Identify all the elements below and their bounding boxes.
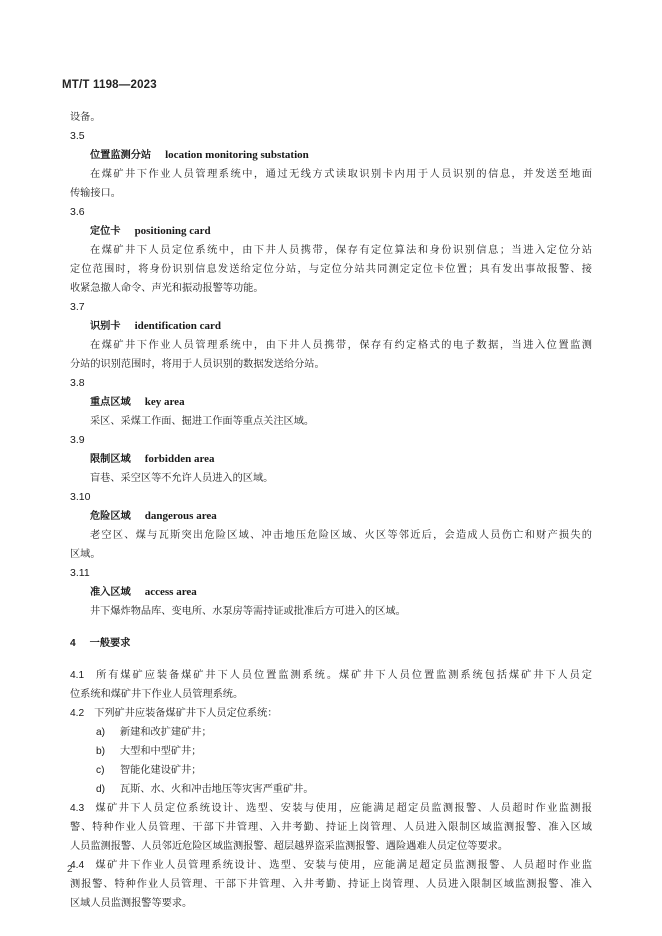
clause-line: 区域人员监测报警等要求。 [70, 898, 193, 909]
term-heading [70, 222, 592, 241]
term-definition-line: 在煤矿井下作业人员管理系统中，通过无线方式读取识别卡内用于人员识别的信息，并发送至地面 [90, 169, 592, 180]
term-english: dangerous area [144, 510, 217, 522]
term-chinese: 重点区域 [90, 397, 131, 408]
term-chinese: 位置监测分站 [90, 150, 152, 161]
clause-4-4 [70, 856, 592, 913]
term-definition-line: 老空区、煤与瓦斯突出危险区域、冲击地压危险区域、火区等邻近后，会造成人员伤亡和财产损失的 [90, 530, 592, 541]
term-number: 3.10 [70, 491, 91, 503]
term-definition-line: 在煤矿井下人员定位系统中，由下井人员携带，保存有定位算法和身份识别信息；当进入定位分站 [90, 245, 592, 256]
term-heading [70, 393, 592, 412]
clause-4-2 [70, 704, 592, 799]
clause-line: 测报警、特种作业人员管理、干部下井管理、入井考勤、持证上岗管理、人员进入限制区域监测报警、准入 [70, 879, 592, 890]
term-chinese: 危险区域 [90, 511, 131, 522]
term-definition-line: 采区、采煤工作面、掘进工作面等重点关注区域。 [90, 416, 315, 427]
clause-line: 4.4 煤矿井下作业人员管理系统设计、选型、安装与使用，应能满足超定员监测报警、人员超时作业监 [70, 860, 592, 871]
term-number: 3.7 [70, 301, 85, 313]
term-number: 3.8 [70, 377, 85, 389]
clause-line: 位系统和煤矿井下作业人员管理系统。 [70, 689, 244, 700]
term-heading [70, 146, 592, 165]
term-definition-line: 传输接口。 [70, 188, 121, 199]
term-number: 3.6 [70, 206, 85, 218]
terms-list [70, 127, 592, 621]
term-definition-line: 分站的识别范围时，将用于人员识别的数据发送给分站。 [70, 359, 325, 370]
section-title: 一般要求 [89, 638, 131, 649]
term-english: location monitoring substation [165, 149, 309, 161]
clause-line: 4.1 所有煤矿应装备煤矿井下人员位置监测系统。煤矿井下人员位置监测系统包括煤矿井下人员定 [70, 670, 592, 681]
term-english: access area [144, 586, 197, 598]
clause-4-1 [70, 666, 592, 704]
term-chinese: 限制区域 [90, 454, 131, 465]
list-item: b) 大型和中型矿井； [96, 746, 202, 757]
term-definition-line: 在煤矿井下作业人员管理系统中，由下井人员携带，保存有约定格式的电子数据，当进入位置监测 [90, 340, 592, 351]
term-english: identification card [134, 320, 222, 332]
term-number: 3.11 [70, 567, 90, 579]
term-english: positioning card [134, 225, 211, 237]
term-number: 3.5 [70, 130, 85, 142]
term-definition-line: 井下爆炸物品库、变电所、水泵房等需持证或批准后方可进入的区域。 [90, 606, 406, 617]
term-heading [70, 450, 592, 469]
term-heading [70, 317, 592, 336]
clause-line: 4.3 煤矿井下人员定位系统设计、选型、安装与使用，应能满足超定员监测报警、人员超时作业监测报 [70, 803, 592, 814]
term-chinese: 准入区域 [90, 587, 131, 598]
list-item: a) 新建和改扩建矿井； [96, 727, 212, 738]
document-header-number: MT/T 1198—2023 [62, 79, 157, 91]
section-number: 4 [70, 638, 76, 649]
term-chinese: 定位卡 [90, 226, 121, 237]
clause-line: 人员监测报警、人员邻近危险区域监测报警、超层越界盗采监测报警、遇险遇难人员定位等要求。 [70, 841, 509, 852]
term-heading [70, 583, 592, 602]
page-number: 2 [67, 864, 73, 875]
term-definition-line: 盲巷、采空区等不允许人员进入的区域。 [90, 473, 274, 484]
term-definition-line: 区域。 [70, 549, 101, 560]
term-chinese: 识别卡 [90, 321, 121, 332]
list-item: c) 智能化建设矿井； [96, 765, 202, 776]
section-4-heading [70, 634, 592, 653]
term-english: forbidden area [144, 453, 215, 465]
term-number: 3.9 [70, 434, 85, 446]
continuation-text: 设备。 [70, 112, 101, 123]
term-heading [70, 507, 592, 526]
clause-line: 4.2 下列矿井应装备煤矿井下人员定位系统： [70, 708, 278, 719]
term-english: key area [144, 396, 185, 408]
list-item: d) 瓦斯、水、火和冲击地压等灾害严重矿井。 [96, 784, 314, 795]
clause-line: 警、特种作业人员管理、干部下井管理、入井考勤、持证上岗管理、人员进入限制区域监测报警、准入区域 [70, 822, 592, 833]
term-definition-line: 定位范围时，将身份识别信息发送给定位分站，与定位分站共同测定定位卡位置；具有发出事故报警、接 [70, 264, 592, 275]
term-definition-line: 收紧急撤人命令、声光和振动报警等功能。 [70, 283, 264, 294]
document-body [70, 108, 592, 913]
clause-4-3 [70, 799, 592, 856]
